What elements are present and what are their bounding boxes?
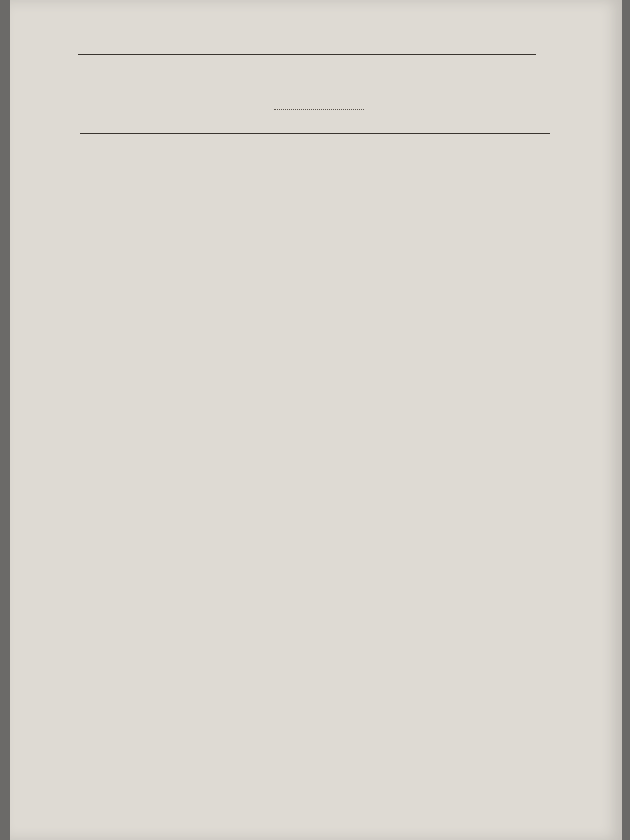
book-page xyxy=(10,0,622,840)
chapter-label xyxy=(80,92,558,106)
page-header xyxy=(78,34,536,56)
header-rule xyxy=(78,54,536,55)
table-of-contents xyxy=(80,70,558,138)
chapter-title xyxy=(80,113,558,127)
chapter-rule xyxy=(80,133,550,134)
chapter-divider xyxy=(274,109,364,110)
